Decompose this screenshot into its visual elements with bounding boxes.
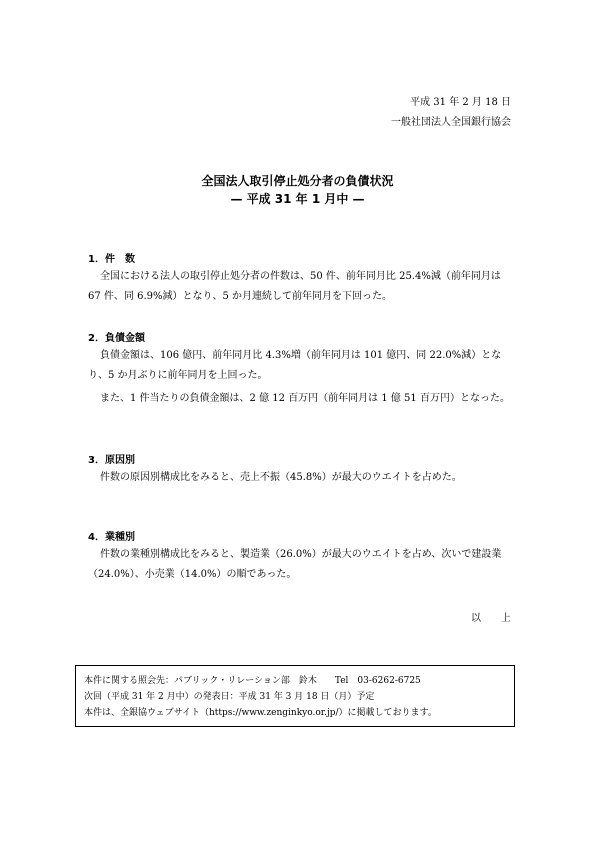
contact-notice-box: [75, 665, 515, 727]
section-paragraph-count: 全国における法人の取引停止処分者の件数は、50 件、前年同月比 25.4%減（前年同月は 67 件、同 6.9%減）となり、5 か月連続して前年同月を下回った。: [88, 271, 501, 302]
issue-date: 平成 31 年 2 月 18 日: [410, 97, 511, 108]
section-heading-cause: 3．原因別: [88, 455, 135, 466]
closing-mark: 以 上: [471, 613, 511, 624]
contact-line: 本件に関する照会先：パブリック・リレーション部 鈴木 Tel 03-6262-6725: [84, 676, 421, 686]
section-paragraph-liabilities-1: 負債金額は、106 億円、前年同月比 4.3%増（前年同月は 101 億円、同 22.0%減）となり、5 か月ぶりに前年同月を上回った。: [88, 350, 502, 381]
website-line: 本件は、全銀協ウェブサイト（https://www.zenginkyo.or.jp/）に掲載しております。: [84, 708, 437, 718]
document-title: 全国法人取引停止処分者の負債状況: [201, 174, 394, 188]
issuing-organization: 一般社団法人全国銀行協会: [391, 117, 511, 128]
section-paragraph-cause: 件数の原因別構成比をみると、売上不振（45.8%）が最大のウエイトを占めた。: [100, 472, 462, 483]
section-heading-liabilities: 2．負債金額: [88, 333, 145, 344]
document-subtitle: — 平成 31 年 1 月中 —: [230, 192, 365, 206]
section-heading-count: 1．件 数: [88, 254, 135, 265]
section-paragraph-industry: 件数の業種別構成比をみると、製造業（26.0%）が最大のウエイトを占め、次いで建設業（24.0%）、小売業（14.0%）の順であった。: [88, 549, 502, 580]
section-heading-industry: 4．業種別: [88, 532, 135, 543]
section-paragraph-liabilities-2: また、1 件当たりの負債金額は、2 億 12 百万円（前年同月は 1 億 51 百万円）となった。: [100, 393, 510, 404]
next-release-line: 次回（平成 31 年 2 月中）の発表日：平成 31 年 3 月 18 日（月）予定: [84, 692, 375, 702]
